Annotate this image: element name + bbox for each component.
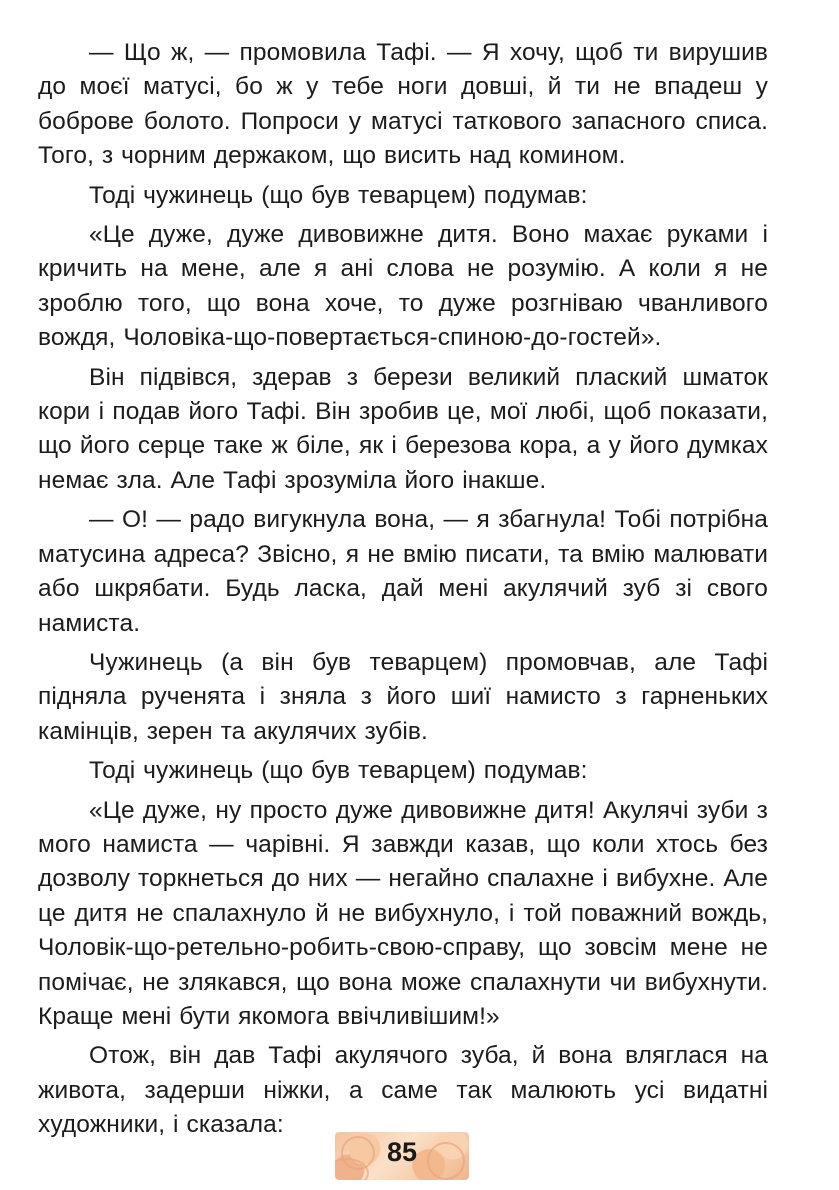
paragraph: Він підвівся, здерав з берези великий плаский шматок кори і подав його Тафі. Він зробив це, мої любі, щоб показати, що його серце таке ж біле, як і березова кора, а у його думках немає зла. Але Тафі зрозуміла його інакше. (38, 363, 768, 494)
paragraph: «Це дуже, дуже дивовижне дитя. Воно махає руками і кричить на мене, але я ані слова не розумію. А коли я не зроблю того, що вона хоче, то дуже розгніваю чванливого вождя, Чоловіка-що-повертається-спиною-до-гостей». (38, 221, 768, 352)
paragraph: — О! — радо вигукнула вона, — я збагнула! Тобі потрібна матусина адреса? Звісно, я не вмію писати, та вмію малювати або шкрябати. Будь ласка, дай мені акулячий зуб зі свого намиста. (38, 506, 768, 637)
book-page-text (38, 36, 768, 1148)
paragraph: «Це дуже, ну просто дуже дивовижне дитя! Акулячі зуби з мого намиста — чарівні. Я завжди казав, що коли хтось без дозволу торкнеться до них — негайно спалахне і вибухне. Але це дитя не спалахнуло й не вибухнуло, і той поважний вождь, Чоловік-що-ретельно-робить-свою-справу, що зовсім мене не помічає, не злякався, що вона може спалахнути чи вибухнути. Краще мені бути якомога ввічливішим!» (38, 796, 768, 1030)
paragraph: — Що ж, — промовила Тафі. — Я хочу, щоб ти вирушив до моєї матусі, бо ж у тебе ноги довші, й ти не впадеш у боброве болото. Попроси у матусі таткового запасного списа. Того, з чорним держаком, що висить над комином. (38, 39, 768, 170)
page-number-badge (335, 1132, 469, 1180)
paragraph: Чужинець (а він був теварцем) промовчав, але Тафі підняла рученята і зняла з його шиї намисто з гарненьких камінців, зерен та акулячих зубів. (38, 648, 768, 745)
paragraph: Тоді чужинець (що був теварцем) подумав: (89, 757, 588, 785)
paragraph: Тоді чужинець (що був теварцем) подумав: (89, 181, 588, 209)
paragraph: Отож, він дав Тафі акулячого зуба, й вона вляглася на живота, задерши ніжки, а саме так малюють усі видатні художники, і сказала: (38, 1042, 768, 1139)
page-number: 85 (386, 1137, 418, 1167)
